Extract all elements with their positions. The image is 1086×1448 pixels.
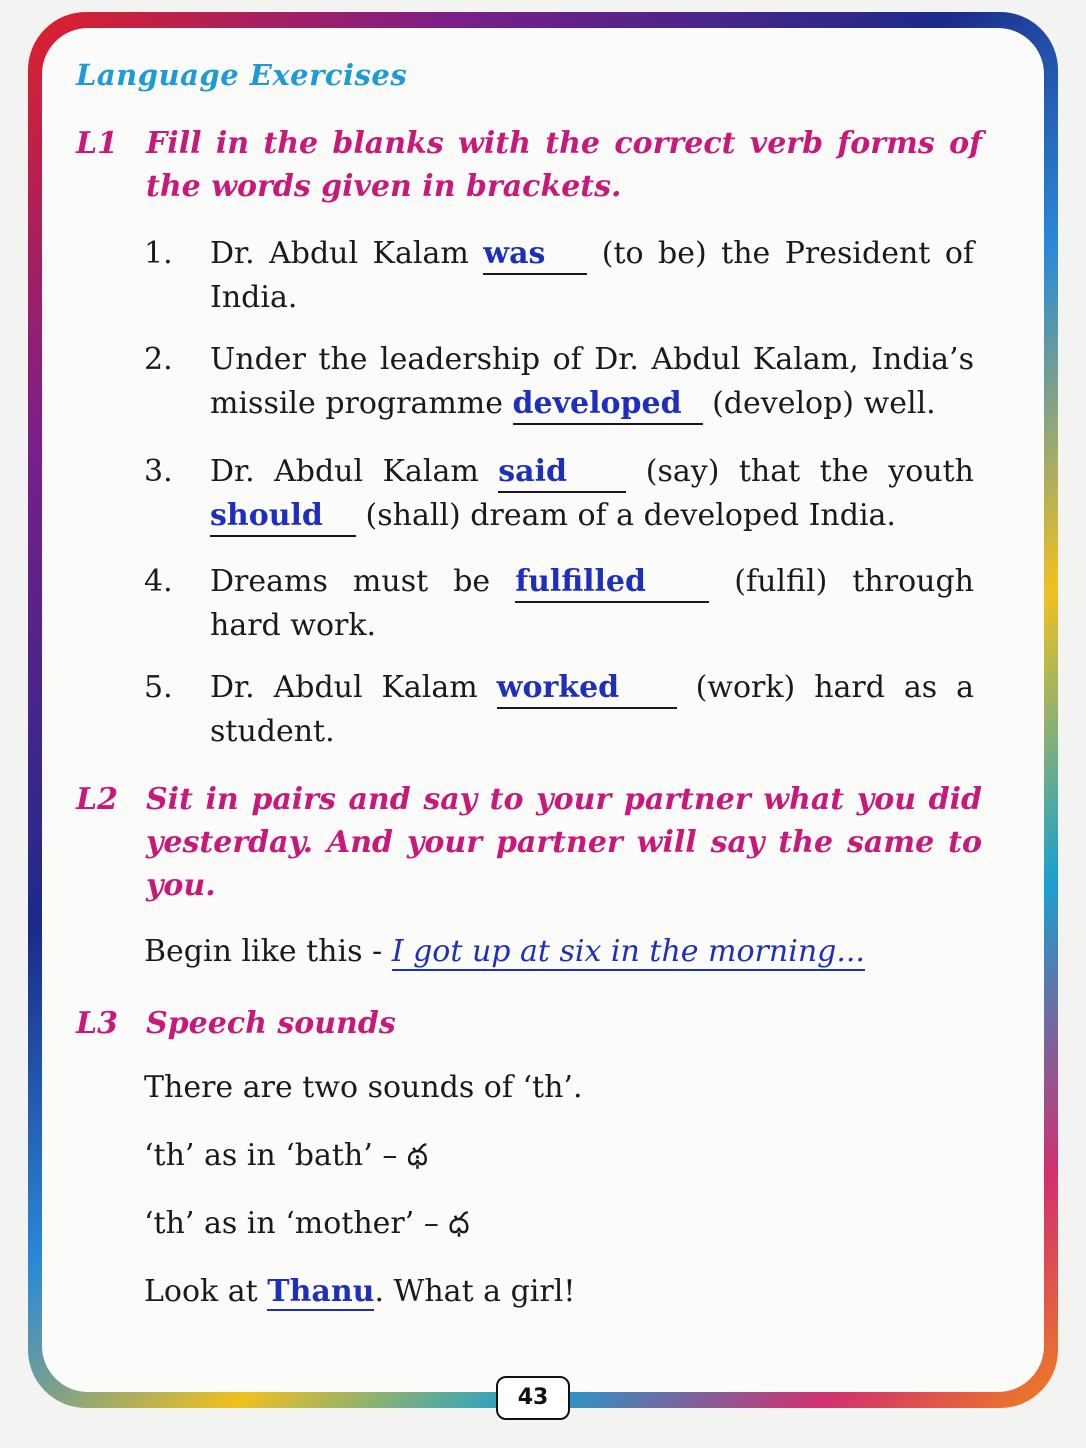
begin-label: Begin like this - [144, 934, 392, 969]
answer-blank: fulfilled [515, 563, 709, 603]
speech-line: ‘th’ as in ‘mother’ – ధ [144, 1206, 470, 1241]
speech-line: Look at Thanu. What a girl! [144, 1274, 576, 1309]
item-text: Dr. Abdul Kalam was (to be) the President of India. [210, 236, 974, 315]
highlighted-name: Thanu [267, 1274, 375, 1309]
section-l3-heading [76, 1002, 982, 1048]
item-number: 1. [144, 236, 173, 271]
section-number: L1 [76, 126, 118, 161]
item-number: 3. [144, 454, 173, 489]
speech-line: ‘th’ as in ‘bath’ – థ [144, 1138, 429, 1173]
answer-blank: should [210, 497, 356, 537]
page-title: Language Exercises [76, 58, 408, 92]
speech-line: There are two sounds of ‘th’. [144, 1070, 583, 1105]
item-text: Under the leadership of Dr. Abdul Kalam, India’s missile programme developed (develop) well. [210, 338, 974, 426]
item-text: Dr. Abdul Kalam said (say) that the youth should (shall) dream of a developed India. [210, 450, 974, 538]
section-instruction: Sit in pairs and say to your partner what you did yesterday. And your partner will say the same to you. [146, 782, 982, 903]
section-number: L3 [76, 1006, 118, 1041]
page-number: 43 [496, 1376, 570, 1420]
item-text: Dreams must be fulfilled (fulfil) through hard work. [210, 564, 974, 643]
section-l2-heading [76, 778, 982, 910]
item-number: 5. [144, 670, 173, 705]
answer-blank: developed [513, 385, 703, 425]
section-l1-heading [76, 122, 982, 212]
item-number: 4. [144, 564, 173, 599]
section-instruction: Speech sounds [146, 1006, 396, 1041]
answer-blank: said [498, 453, 626, 493]
answer-blank: worked [497, 669, 677, 709]
answer-blank: was [483, 235, 587, 275]
section-instruction: Fill in the blanks with the correct verb forms of the words given in brackets. [146, 126, 982, 204]
item-text: Dr. Abdul Kalam worked (work) hard as a student. [210, 670, 974, 749]
item-number: 2. [144, 342, 173, 377]
begin-answer: I got up at six in the morning... [391, 934, 865, 969]
begin-line [144, 930, 865, 973]
section-number: L2 [76, 782, 118, 817]
